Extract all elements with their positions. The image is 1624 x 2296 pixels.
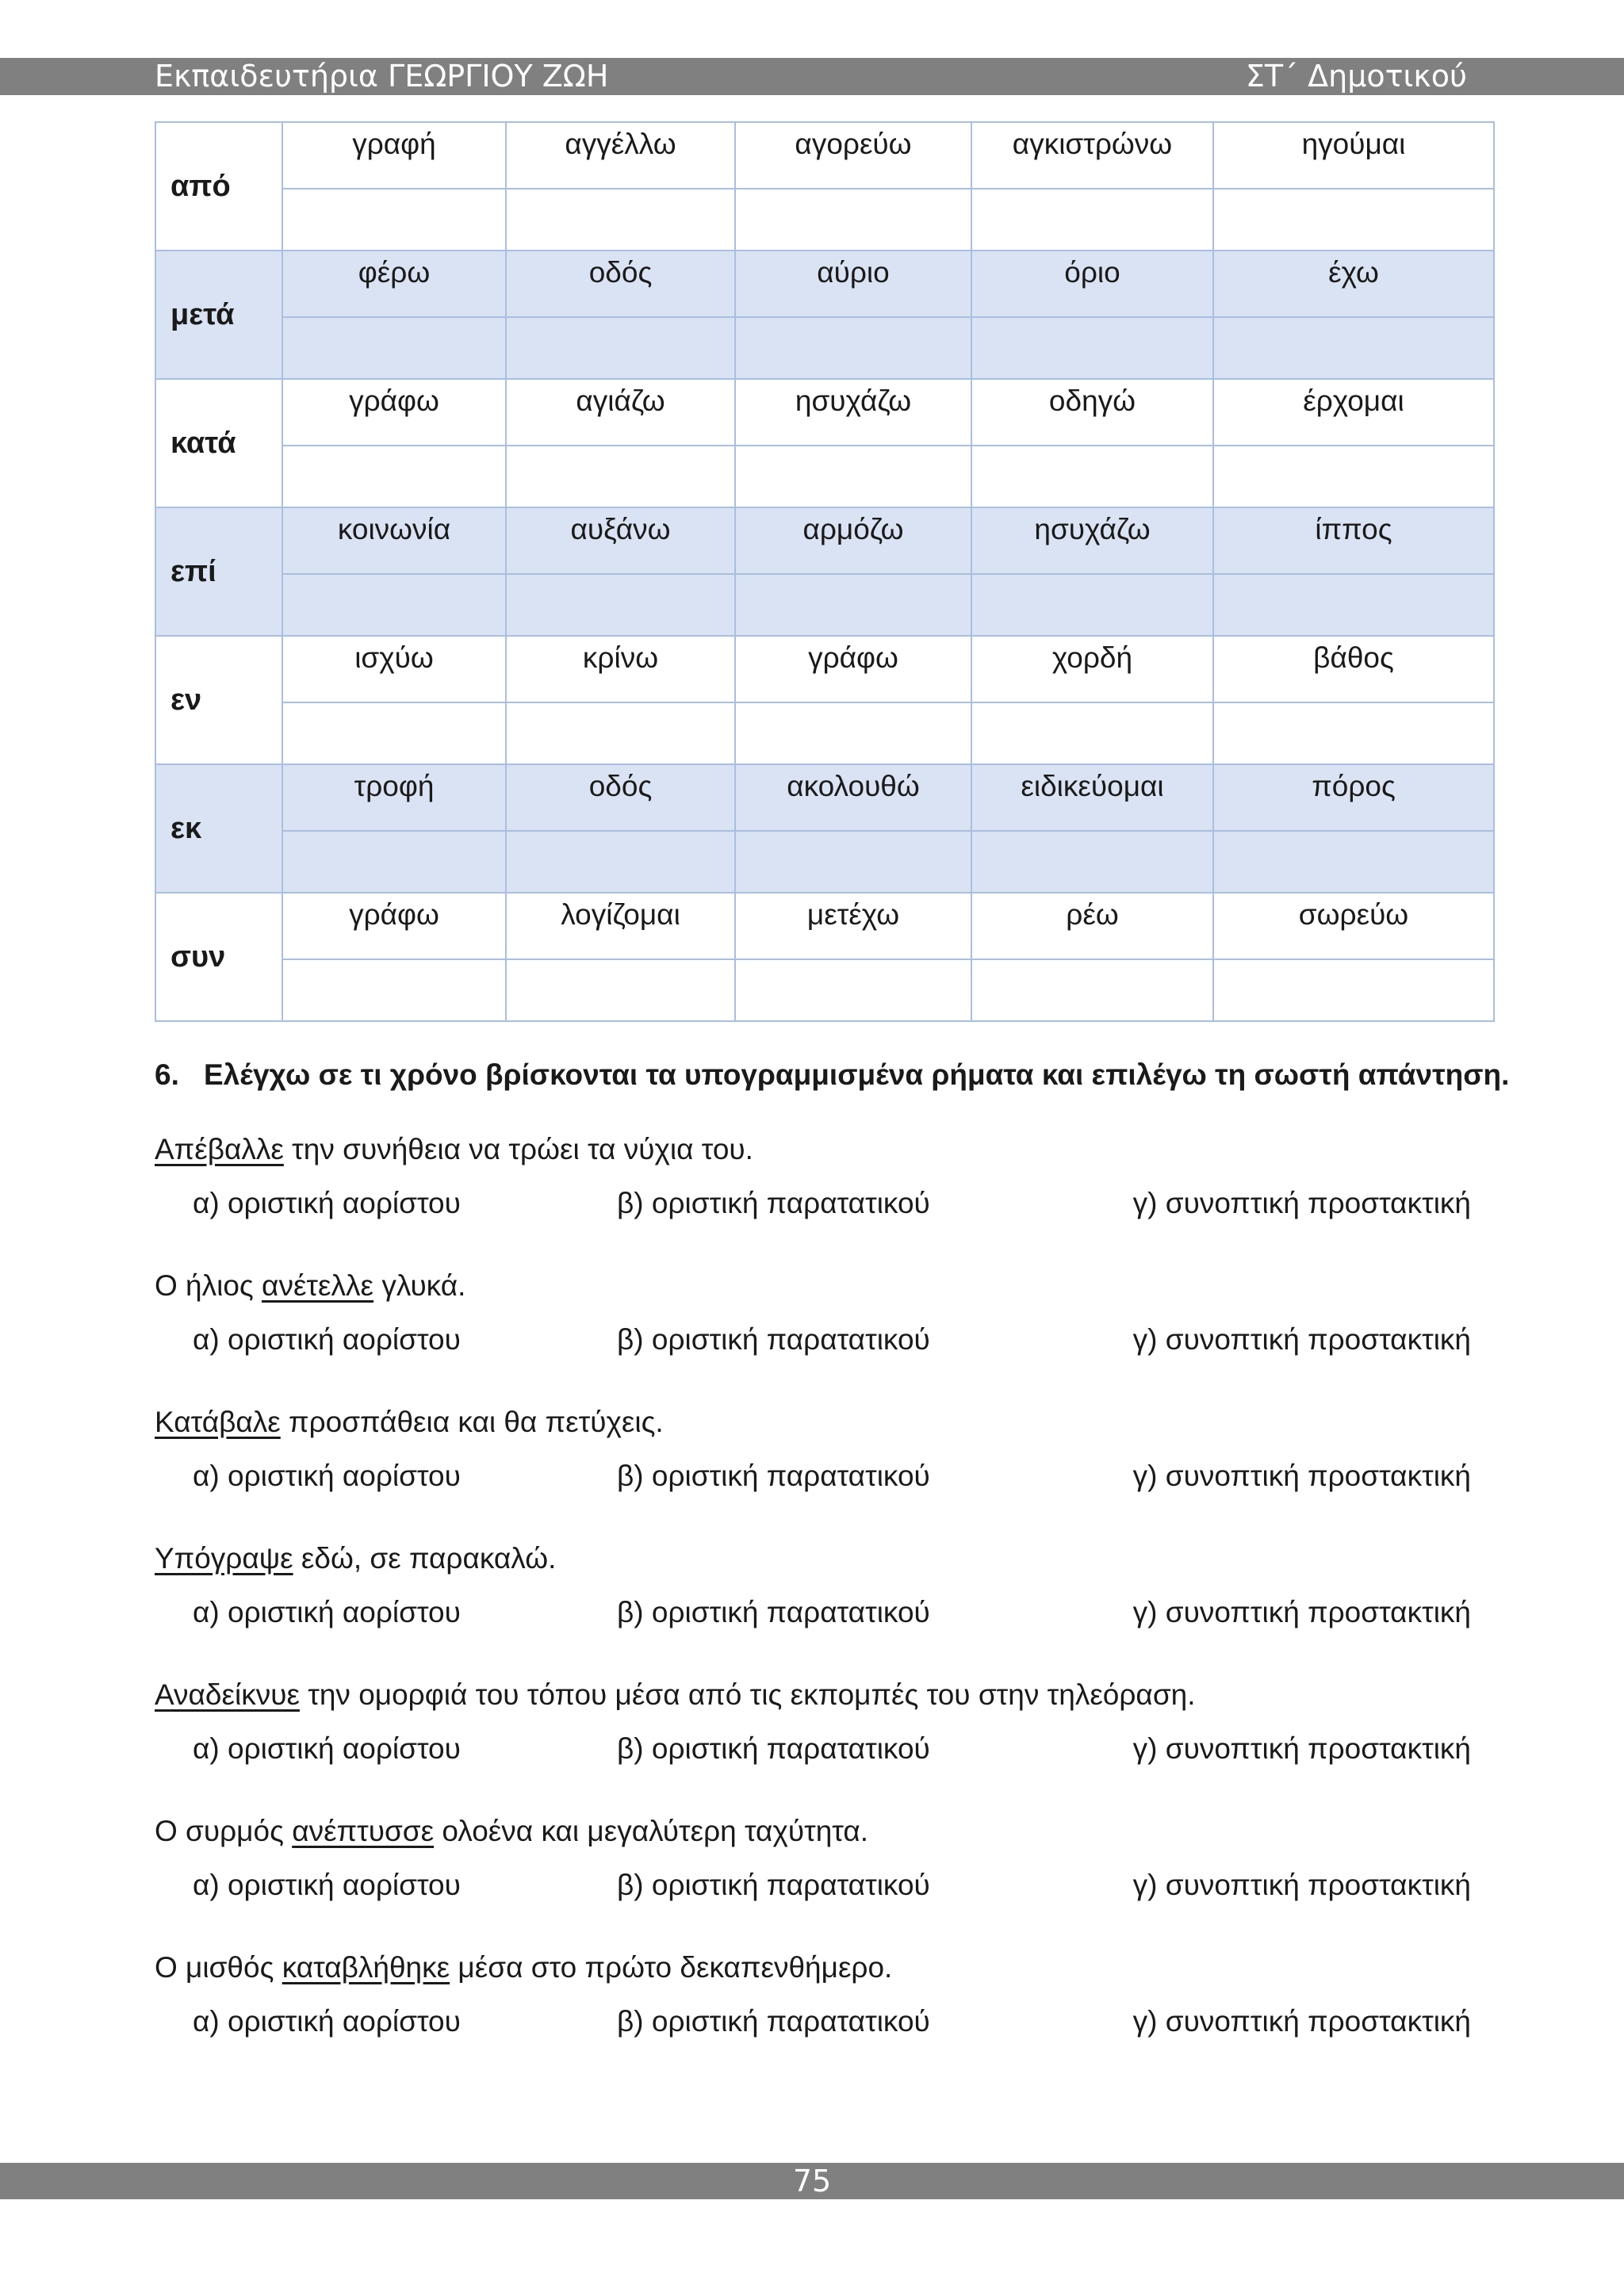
question-item <box>155 1535 1471 1671</box>
word-cell: λογίζομαι <box>506 893 735 959</box>
prefix-table-body <box>155 122 1494 1021</box>
question-text: Ελέγχω σε τι χρόνο βρίσκονται τα υπογραμμισμένα ρήματα και επιλέγω τη σωστή απάντηση. <box>204 1058 1510 1091</box>
option-a[interactable]: α) οριστική αορίστου <box>193 1732 461 1765</box>
option-c[interactable]: γ) συνοπτική προστακτική <box>1132 1869 1471 1901</box>
underlined-verb: Απέβαλλε <box>155 1133 284 1165</box>
sentence-before: Ο συρμός <box>155 1815 293 1847</box>
answer-cell[interactable] <box>735 831 971 893</box>
answer-cell[interactable] <box>282 959 506 1021</box>
word-cell: γράφω <box>282 379 506 446</box>
table-answer-row <box>155 317 1494 379</box>
answer-cell[interactable] <box>1213 959 1494 1021</box>
question-item <box>155 1399 1471 1535</box>
option-a[interactable]: α) οριστική αορίστου <box>193 2005 461 2038</box>
word-cell: αγγέλλω <box>506 122 735 189</box>
word-cell: αυξάνω <box>506 507 735 574</box>
word-cell: γραφή <box>282 122 506 189</box>
answer-cell[interactable] <box>971 189 1213 251</box>
sentence <box>155 1399 1471 1446</box>
word-cell: οδός <box>506 251 735 317</box>
word-cell: αγκιστρώνω <box>971 122 1213 189</box>
page-header <box>0 58 1624 95</box>
question-items <box>155 1126 1471 2080</box>
answer-cell[interactable] <box>506 959 735 1021</box>
word-cell: γράφω <box>735 636 971 702</box>
table-row <box>155 893 1494 959</box>
sentence-after: εδώ, σε παρακαλώ. <box>293 1542 557 1575</box>
answer-cell[interactable] <box>735 959 971 1021</box>
table-row <box>155 251 1494 317</box>
question-heading <box>155 1058 1509 1092</box>
option-c[interactable]: γ) συνοπτική προστακτική <box>1132 1460 1471 1492</box>
question-item <box>155 1262 1471 1399</box>
word-cell: οδός <box>506 764 735 831</box>
answer-options <box>155 1310 1471 1370</box>
underlined-verb: Υπόγραψε <box>155 1542 293 1575</box>
question-number: 6. <box>155 1058 179 1091</box>
answer-options <box>155 1173 1471 1234</box>
word-cell: ρέω <box>971 893 1213 959</box>
word-cell: ακολουθώ <box>735 764 971 831</box>
word-cell: κοινωνία <box>282 507 506 574</box>
option-b[interactable]: β) οριστική παρατατικού <box>617 2005 930 2038</box>
option-b[interactable]: β) οριστική παρατατικού <box>617 1187 930 1219</box>
table-answer-row <box>155 702 1494 764</box>
table-row <box>155 122 1494 189</box>
table-answer-row <box>155 959 1494 1021</box>
question-item <box>155 1671 1471 1808</box>
word-cell: ηγούμαι <box>1213 122 1494 189</box>
underlined-verb: Αναδείκνυε <box>155 1678 300 1711</box>
word-cell: αρμόζω <box>735 507 971 574</box>
word-cell: έρχομαι <box>1213 379 1494 446</box>
word-cell: έχω <box>1213 251 1494 317</box>
word-cell: γράφω <box>282 893 506 959</box>
answer-cell[interactable] <box>971 317 1213 379</box>
question-item <box>155 1944 1471 2080</box>
underlined-verb: ανέτελλε <box>262 1269 374 1302</box>
underlined-verb: ανέπτυσσε <box>292 1815 435 1847</box>
word-cell: ισχύω <box>282 636 506 702</box>
prefix-cell: κατά <box>155 379 282 507</box>
sentence <box>155 1535 1471 1582</box>
page-footer <box>0 2163 1624 2199</box>
option-c[interactable]: γ) συνοπτική προστακτική <box>1132 1323 1471 1356</box>
answer-cell[interactable] <box>506 446 735 507</box>
sentence-after: την συνήθεια να τρώει τα νύχια του. <box>283 1133 753 1165</box>
table-answer-row <box>155 831 1494 893</box>
word-cell: πόρος <box>1213 764 1494 831</box>
table-row <box>155 636 1494 702</box>
sentence-after: γλυκά. <box>373 1269 466 1302</box>
word-cell: ησυχάζω <box>971 507 1213 574</box>
answer-options <box>155 1719 1471 1779</box>
answer-cell[interactable] <box>282 446 506 507</box>
answer-cell[interactable] <box>1213 702 1494 764</box>
sentence <box>155 1262 1471 1310</box>
option-a[interactable]: α) οριστική αορίστου <box>193 1460 461 1492</box>
answer-options <box>155 1582 1471 1643</box>
underlined-verb: καταβλήθηκε <box>282 1951 450 1984</box>
word-cell: κρίνω <box>506 636 735 702</box>
sentence <box>155 1944 1471 1992</box>
option-b[interactable]: β) οριστική παρατατικού <box>617 1596 930 1628</box>
answer-cell[interactable] <box>506 831 735 893</box>
answer-cell[interactable] <box>971 574 1213 636</box>
answer-cell[interactable] <box>1213 574 1494 636</box>
word-cell: αγιάζω <box>506 379 735 446</box>
answer-cell[interactable] <box>735 574 971 636</box>
option-a[interactable]: α) οριστική αορίστου <box>193 1596 461 1628</box>
page-number: 75 <box>792 2164 832 2198</box>
answer-cell[interactable] <box>282 574 506 636</box>
prefix-table <box>155 121 1495 1022</box>
word-cell: ίππος <box>1213 507 1494 574</box>
sentence-after: μέσα στο πρώτο δεκαπενθήμερο. <box>450 1951 893 1984</box>
answer-cell[interactable] <box>735 446 971 507</box>
option-c[interactable]: γ) συνοπτική προστακτική <box>1132 1187 1471 1219</box>
sentence <box>155 1671 1471 1719</box>
answer-cell[interactable] <box>506 189 735 251</box>
sentence-after: την ομορφιά του τόπου μέσα από τις εκπομπές του στην τηλεόραση. <box>299 1678 1196 1711</box>
table-row <box>155 379 1494 446</box>
option-b[interactable]: β) οριστική παρατατικού <box>617 1869 930 1901</box>
prefix-cell: επί <box>155 507 282 636</box>
answer-cell[interactable] <box>735 317 971 379</box>
prefix-cell: εκ <box>155 764 282 893</box>
option-c[interactable]: γ) συνοπτική προστακτική <box>1132 1732 1471 1765</box>
word-cell: όριο <box>971 251 1213 317</box>
word-cell: σωρεύω <box>1213 893 1494 959</box>
table-row <box>155 764 1494 831</box>
table-answer-row <box>155 189 1494 251</box>
underlined-verb: Κατάβαλε <box>155 1406 281 1438</box>
answer-cell[interactable] <box>1213 446 1494 507</box>
answer-cell[interactable] <box>506 702 735 764</box>
word-cell: φέρω <box>282 251 506 317</box>
answer-cell[interactable] <box>506 574 735 636</box>
answer-cell[interactable] <box>1213 831 1494 893</box>
sentence-after: ολοένα και μεγαλύτερη ταχύτητα. <box>434 1815 869 1847</box>
option-b[interactable]: β) οριστική παρατατικού <box>617 1323 930 1356</box>
sentence-after: προσπάθεια και θα πετύχεις. <box>280 1406 664 1438</box>
answer-cell[interactable] <box>282 702 506 764</box>
option-b[interactable]: β) οριστική παρατατικού <box>617 1732 930 1765</box>
answer-options <box>155 1446 1471 1506</box>
grade-label: ΣΤ΄ Δημοτικού <box>1245 59 1467 94</box>
answer-options <box>155 1992 1471 2052</box>
table-answer-row <box>155 446 1494 507</box>
sentence-before: Ο μισθός <box>155 1951 282 1984</box>
sentence <box>155 1126 1471 1173</box>
answer-cell[interactable] <box>735 702 971 764</box>
word-cell: ειδικεύομαι <box>971 764 1213 831</box>
prefix-cell: εν <box>155 636 282 764</box>
option-c[interactable]: γ) συνοπτική προστακτική <box>1132 1596 1471 1628</box>
answer-cell[interactable] <box>1213 317 1494 379</box>
answer-cell[interactable] <box>971 702 1213 764</box>
prefix-cell: συν <box>155 893 282 1021</box>
prefix-cell: μετά <box>155 251 282 379</box>
option-a[interactable]: α) οριστική αορίστου <box>193 1323 461 1356</box>
option-c[interactable]: γ) συνοπτική προστακτική <box>1132 2005 1471 2038</box>
answer-cell[interactable] <box>971 831 1213 893</box>
answer-cell[interactable] <box>971 959 1213 1021</box>
word-cell: τροφή <box>282 764 506 831</box>
option-b[interactable]: β) οριστική παρατατικού <box>617 1460 930 1492</box>
word-cell: μετέχω <box>735 893 971 959</box>
answer-cell[interactable] <box>735 189 971 251</box>
question-item <box>155 1808 1471 1944</box>
answer-cell[interactable] <box>282 317 506 379</box>
sentence-before: Ο ήλιος <box>155 1269 262 1302</box>
prefix-cell: από <box>155 122 282 251</box>
word-cell: αύριο <box>735 251 971 317</box>
option-a[interactable]: α) οριστική αορίστου <box>193 1187 461 1219</box>
answer-cell[interactable] <box>971 446 1213 507</box>
word-cell: αγορεύω <box>735 122 971 189</box>
question-item <box>155 1126 1471 1262</box>
word-cell: χορδή <box>971 636 1213 702</box>
sentence <box>155 1808 1471 1855</box>
table-answer-row <box>155 574 1494 636</box>
word-cell: βάθος <box>1213 636 1494 702</box>
answer-cell[interactable] <box>282 831 506 893</box>
school-name: Εκπαιδευτήρια ΓΕΩΡΓΙΟΥ ΖΩΗ <box>155 59 609 94</box>
answer-cell[interactable] <box>1213 189 1494 251</box>
table-row <box>155 507 1494 574</box>
answer-options <box>155 1855 1471 1915</box>
word-cell: οδηγώ <box>971 379 1213 446</box>
answer-cell[interactable] <box>506 317 735 379</box>
answer-cell[interactable] <box>282 189 506 251</box>
option-a[interactable]: α) οριστική αορίστου <box>193 1869 461 1901</box>
word-cell: ησυχάζω <box>735 379 971 446</box>
